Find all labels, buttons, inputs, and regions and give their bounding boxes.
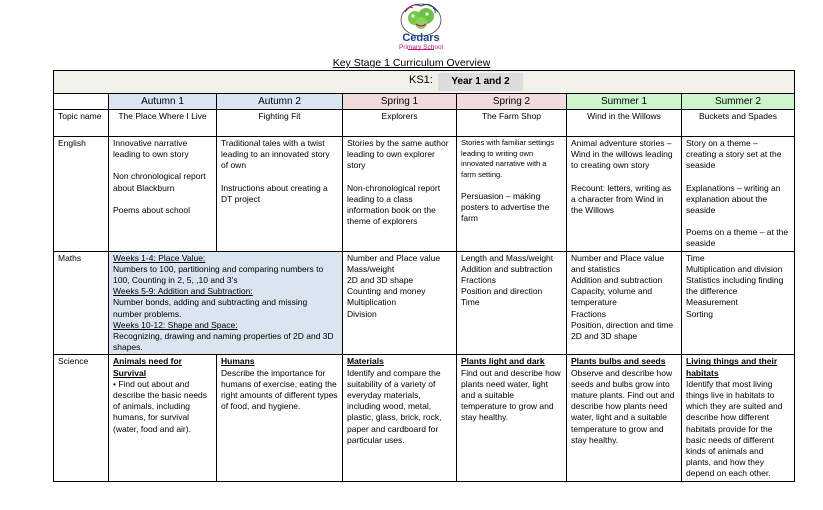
term-summer-2: Summer 2 [682,94,795,110]
maths-item: Multiplication [347,297,397,308]
maths-cell-autumn [109,251,343,355]
maths-item: Fractions [571,308,606,319]
ks-label: KS1: [409,74,433,86]
science-text: Describe the importance for humans of exercise, eating the right amounts of different types of food, and hygiene. [221,367,338,412]
english-cell-autumn-1 [109,137,217,252]
maths-item: Statistics including finding the difference [686,275,784,297]
science-cell-summer-2 [682,355,795,481]
topic-cell: Wind in the Willows [567,110,682,137]
science-heading: Humans [221,356,255,367]
english-item: Non-chronological report leading to a class information book on the theme of explorers [347,182,441,227]
topic-cell: Fighting Fit [217,110,343,137]
maths-item: Number and Place value [347,252,441,263]
corner-cell [54,94,109,110]
maths-item: Position, direction and time [571,319,674,330]
topic-label: Topic name [54,110,109,137]
science-heading: Animals need for Survival [113,356,182,378]
topic-cell: Buckets and Spades [682,110,795,137]
english-cell-spring-2 [457,137,567,252]
maths-text: Numbers to 100, partitioning and comparing numbers to 100, Counting in 2, 5, ,10 and 3’s [113,263,324,286]
school-subtitle: Primary School [398,44,444,51]
english-item: Recount: letters, writing as a character from Wind in the Willows [571,182,672,216]
english-row [54,137,795,252]
maths-item: Division [347,308,377,319]
topic-cell: The Place Where I Live [109,110,217,137]
document-title: Key Stage 1 Curriculum Overview [332,57,491,69]
english-item: Instructions about creating a DT project [221,182,328,204]
maths-heading: Weeks 1-4: Place Value: [113,252,206,263]
english-item: Non chronological report about Blackburn [113,171,206,193]
english-item: Poems about school [113,204,191,215]
maths-item: Sorting [686,308,713,319]
science-cell-autumn-2 [217,355,343,481]
maths-item: Length and Mass/weight [461,252,554,263]
maths-cell-spring-1 [343,251,457,355]
english-cell-autumn-2 [217,137,343,252]
maths-item: Time [686,252,705,263]
science-cell-summer-1 [567,355,682,481]
english-item: Animal adventure stories – Wind in the willows leading to creating own story [571,138,673,171]
curriculum-table [53,70,795,482]
maths-item: Fractions [461,275,496,286]
school-name: Cedars [402,32,440,44]
science-cell-spring-2 [457,355,567,481]
maths-cell-spring-2 [457,251,567,355]
maths-item: Capacity, volume and temperature [571,286,653,308]
topic-cell: Explorers [343,110,457,137]
maths-item: Time [461,297,480,308]
science-heading: Plants bulbs and seeds [571,356,666,367]
maths-item: Measurement [686,297,738,308]
maths-heading: Weeks 5-9: Addition and Subtraction: [113,286,253,297]
maths-label: Maths [54,251,109,355]
maths-item: Counting and money [347,286,426,297]
english-cell-spring-1 [343,137,457,252]
english-cell-summer-1 [567,137,682,252]
english-item: Story on a theme – creating a story set at the seaside [686,138,782,171]
science-heading: Plants light and dark [461,356,545,367]
maths-item: Position and direction [461,286,543,297]
english-label: English [54,137,109,252]
science-text: Identify that most living things live in habitats to which they are suited and describe how different habitats provide for the basic needs of different kinds of animals and plants, and how they depend on each other. [686,378,783,479]
maths-cell-summer-1 [567,251,682,355]
science-text: Observe and describe how seeds and bulbs grow into mature plants. Find out and describe how plants need water, light and a suitable temperature to grow and stay healthy. [571,367,675,445]
science-text: Identify and compare the suitability of a variety of everyday materials, including wood, metal, plastic, glass, brick, rock, paper and cardboard for particular uses. [347,367,442,445]
english-item: Persuasion – making posters to advertise the farm [461,191,550,224]
english-item: Stories with familiar settings leading to writing own innovated narrative with a farm setting. [461,138,554,179]
science-heading: Living things and their habitats [686,356,778,378]
maths-item: Addition and subtraction [571,275,663,286]
english-item: Innovative narrative leading to own story [113,138,189,160]
english-cell-summer-2 [682,137,795,252]
maths-text: Recognizing, drawing and naming properties of 2D and 3D shapes. [113,331,334,353]
science-label: Science [54,355,109,481]
term-spring-2: Spring 2 [457,94,567,110]
ks-year-selector[interactable]: Year 1 and 2 [438,73,523,91]
term-spring-1: Spring 1 [343,94,457,110]
maths-heading: Weeks 10-12: Shape and Space: [113,319,238,330]
maths-item: Addition and subtraction [461,263,553,274]
maths-item: Mass/weight [347,263,395,274]
term-summer-1: Summer 1 [567,94,682,110]
maths-cell-summer-2 [682,251,795,355]
maths-item: 2D and 3D shape [347,275,414,286]
key-stage-row [54,71,795,94]
science-row [54,355,795,481]
maths-item: Multiplication and division [686,263,783,274]
science-cell-spring-1 [343,355,457,481]
maths-row [54,251,795,355]
topic-cell: The Farm Shop [457,110,567,137]
science-heading: Materials [347,356,384,367]
english-item: Explanations – writing an explanation about the seaside [686,182,781,216]
maths-item: Number and Place value and statistics [571,252,665,274]
maths-item: 2D and 3D shape [571,331,638,342]
topic-row [54,110,795,137]
science-text: Find out and describe how plants need water, light and a suitable temperature to grow and stay healthy. [461,367,561,423]
science-cell-autumn-1 [109,355,217,481]
maths-text: Number bonds, adding and subtracting and missing number problems. [113,297,308,319]
term-autumn-2: Autumn 2 [217,94,343,110]
english-item: Traditional tales with a twist leading to an innovated story of own [221,138,330,171]
science-text: • Find out about and describe the basic needs of animals, including humans, for survival (water, food and air). [113,378,208,434]
english-item: Stories by the same author leading to own explorer story [347,138,449,171]
english-item: Poems on a theme – at the seaside [686,227,789,249]
term-header-row [54,94,795,110]
term-autumn-1: Autumn 1 [109,94,217,110]
